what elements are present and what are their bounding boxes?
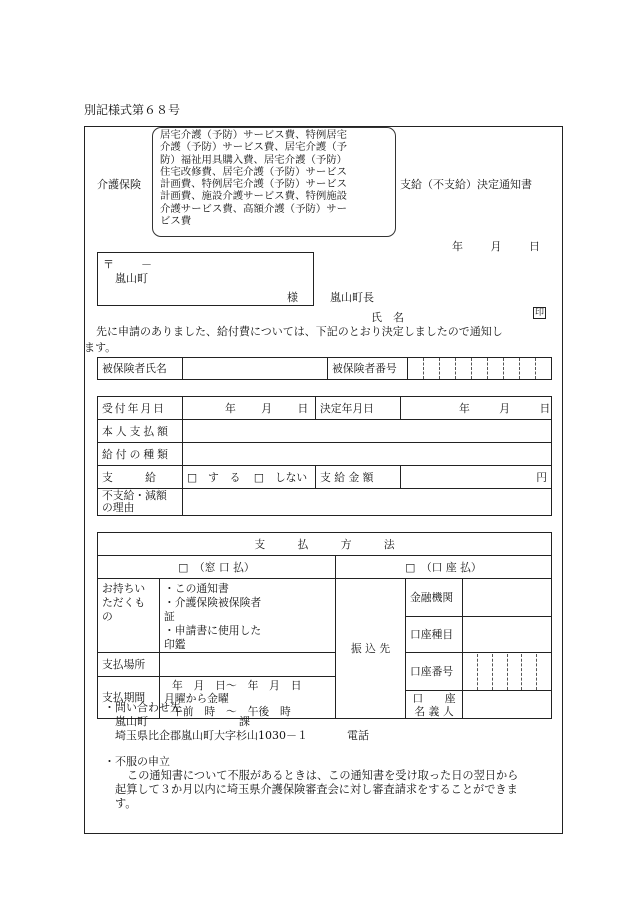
account-digit <box>508 654 523 690</box>
insured-number-digit <box>488 358 504 380</box>
insured-number-digit <box>504 358 520 380</box>
account-digit <box>463 654 478 690</box>
service-line: 介護（予防）サービス費、居宅介護（予 <box>160 141 348 154</box>
insured-number-digit <box>472 358 488 380</box>
contact-phone-label: 電話 <box>347 729 369 742</box>
account-number-label: 口座番号 <box>406 653 463 691</box>
account-payment-option[interactable]: □ （口 座 払） <box>336 556 552 579</box>
benefit-type-value <box>183 443 552 466</box>
holder-value <box>463 691 552 719</box>
postal-dash: － <box>141 258 152 271</box>
reason-label: 不支給・減額 の理由 <box>98 489 183 516</box>
issuer-title: 嵐山町長 <box>330 291 374 304</box>
place-label: 支払場所 <box>98 653 160 677</box>
account-number-value <box>463 653 552 691</box>
option-yes[interactable]: □ す る <box>187 470 241 484</box>
self-pay-value <box>183 420 552 443</box>
account-digit <box>493 654 508 690</box>
address-town: 嵐山町 <box>115 272 148 285</box>
header-left-label: 介護保険 <box>97 178 141 191</box>
reason-value <box>183 489 552 516</box>
insured-number-digit <box>520 358 536 380</box>
intro-text: 先に申請のありました、給付費については、下記のとおり決定しましたので通知し <box>96 325 503 338</box>
service-list <box>160 129 392 227</box>
payment-method-table <box>97 532 552 719</box>
service-line: 居宅介護（予防）サービス費、特例居宅 <box>160 129 348 141</box>
insured-name-value <box>183 358 328 380</box>
address-honorific: 様 <box>287 291 298 304</box>
header-right-label: 支給（不支給）決定通知書 <box>400 178 532 191</box>
date-line <box>452 238 540 254</box>
payment-label: 支 給 <box>98 466 183 489</box>
bank-value <box>463 579 552 617</box>
payment-method-title: 支 払 方 法 <box>98 533 552 556</box>
decided-date-value: 年 月 日 <box>401 397 552 420</box>
account-type-value <box>463 617 552 653</box>
insured-table <box>97 357 552 380</box>
contact-town: 嵐山町 <box>115 715 148 728</box>
received-date-value: 年 月 日 <box>183 397 316 420</box>
received-date-label: 受付年月日 <box>98 397 183 420</box>
option-no[interactable]: □ しない <box>253 470 308 484</box>
insured-number-label: 被保険者番号 <box>328 358 408 380</box>
transfer-label: 振 込 先 <box>336 579 406 719</box>
holder-label: 口 座 名 義 人 <box>406 691 463 719</box>
amount-value: 円 <box>401 466 552 489</box>
date-day: 日 <box>529 240 540 253</box>
service-line: 計画費、施設介護サービス費、特例施設 <box>160 190 348 203</box>
date-month: 月 <box>490 240 502 253</box>
insured-number-digit <box>440 358 456 380</box>
issuer-name-label: 氏 名 <box>371 311 404 324</box>
contact-address: 埼玉県比企郡嵐山町大字杉山1030－１ <box>115 729 308 742</box>
decided-date-label: 決定年月日 <box>316 397 401 420</box>
bring-items-spill <box>274 579 336 653</box>
service-line: 住宅改修費、居宅介護（予防）サービス <box>160 165 348 178</box>
appeal-text: この通知書について不服があるときは、この通知書を受け取った日の翌日から <box>127 769 519 782</box>
window-payment-option[interactable]: □ （窓 口 払） <box>98 556 336 579</box>
insured-name-label: 被保険者氏名 <box>98 358 183 380</box>
service-line: 防）福祉用具購入費、居宅介護（予防） <box>160 153 348 166</box>
date-year: 年 <box>452 240 463 253</box>
place-value <box>160 653 336 677</box>
service-line: ビス費 <box>160 215 192 228</box>
form-number: 別記様式第６８号 <box>84 103 181 117</box>
insured-number-digit <box>456 358 472 380</box>
service-line: 計画費、特例居宅介護（予防）サービス <box>160 178 348 191</box>
account-digit <box>537 654 551 690</box>
account-digit <box>522 654 537 690</box>
insured-number-digit <box>408 358 424 380</box>
decision-table <box>97 396 552 516</box>
self-pay-label: 本人支払額 <box>98 420 183 443</box>
payment-options <box>183 466 316 489</box>
appeal-text-end: す。 <box>115 797 137 810</box>
amount-label: 支 給 金 額 <box>316 466 401 489</box>
contact-heading: ・問い合わせ先 <box>104 701 181 714</box>
bring-items: ・この通知書 ・介護保険被保険者証 ・申請書に使用した印鑑 <box>160 579 274 653</box>
intro-text-cont: ます。 <box>84 341 117 354</box>
bring-label: お持ちい ただくも の <box>98 579 160 653</box>
contact-section: 課 <box>239 715 250 728</box>
seal-mark: 印 <box>535 308 545 318</box>
service-line: 介護サービス費、高額介護（予防）サー <box>160 202 348 215</box>
appeal-heading: ・不服の申立 <box>104 755 170 768</box>
appeal-text-cont: 起算して３か月以内に埼玉県介護保険審査会に対し審査請求をすることができま <box>115 783 518 796</box>
insured-number-digit <box>424 358 440 380</box>
account-digit <box>478 654 493 690</box>
bank-label: 金融機関 <box>406 579 463 617</box>
postal-mark: 〒 <box>103 258 114 271</box>
account-type-label: 口座種目 <box>406 617 463 653</box>
insured-number-digit <box>536 358 552 380</box>
benefit-type-label: 給付の種類 <box>98 443 183 466</box>
period-label: 支払期間 <box>98 677 160 719</box>
period-value: 年 月 日～ 年 月 日 月曜から金曜 午前 時 ～ 午後 時 <box>160 677 336 719</box>
